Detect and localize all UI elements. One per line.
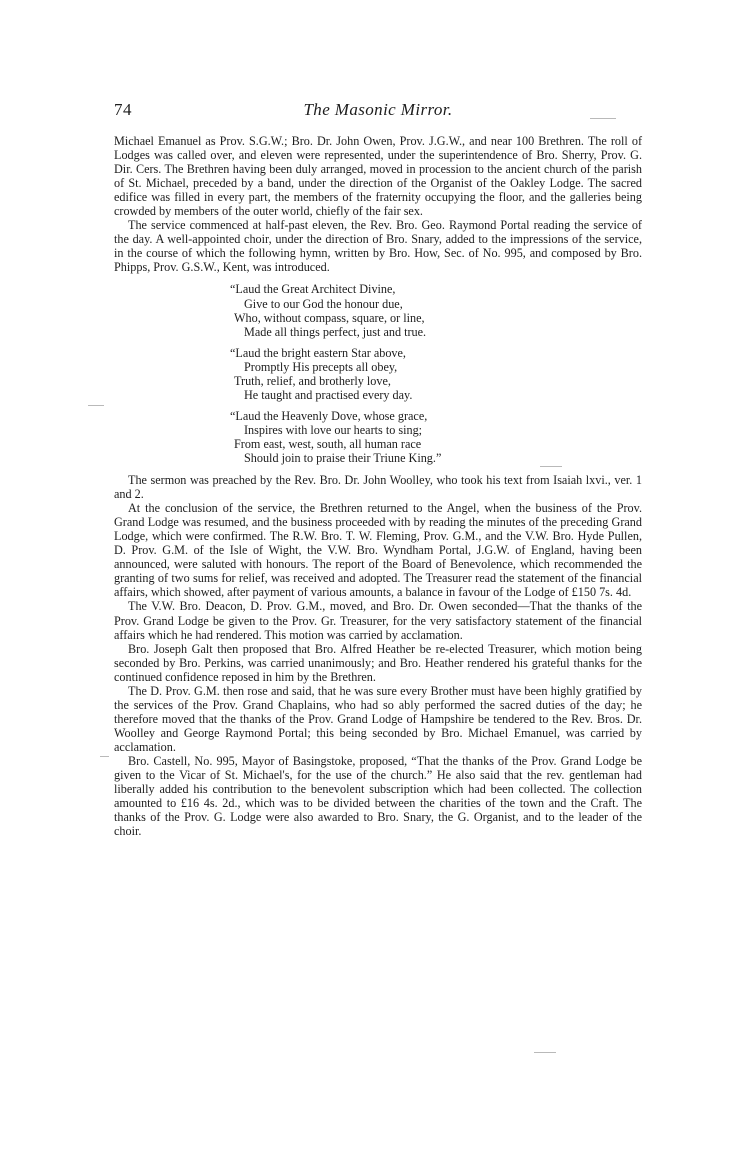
paragraph-sermon: The sermon was preached by the Rev. Bro. Dr. John Woolley, who took his text from Isaiah lxvi., ver. 1 and 2. (114, 473, 642, 502)
paragraph-treasurer-thanks: The V.W. Bro. Deacon, D. Prov. G.M., moved, and Bro. Dr. Owen seconded—That the thanks of the Prov. Grand Lodge be given to the Prov. Gr. Treasurer, for the very satisfactory statement of the financial affairs which he had rendered. This motion was carried by acclamation. (114, 599, 642, 642)
scan-mark (540, 466, 562, 467)
paragraph-chaplains: The D. Prov. G.M. then rose and said, that he was sure every Brother must have been highly gratified by the services of the Prov. Grand Chaplains, who had so ably performed the sacred duties of the day; he therefore moved that the thanks of the Prov. Grand Lodge of Hampshire be tendered to the Rev. Bros. Dr. Woolley and George Raymond Portal; this being seconded by Bro. Michael Emanuel, was carried by acclamation. (114, 683, 642, 754)
hymn-line: Give to our God the honour due, (244, 296, 403, 311)
hymn-line: From east, west, south, all human race (234, 436, 422, 451)
scan-mark (88, 405, 104, 406)
paragraph-business: At the conclusion of the service, the Brethren returned to the Angel, when the business of the Prov. Grand Lodge was resumed, and the business proceeded with by reading the minutes of the preceding Grand Lodge, which were confirmed. The R.W. Bro. T. W. Fleming, Prov. G.M., and the V.W. Bro. Hyde Pullen, D. Prov. G.M. of the Isle of Wight, the V.W. Bro. Wyndham Portal, J.G.W. of England, having been announced, were saluted with honours. The report of the Board of Benevolence, which recommended the granting of two sums for relief, was received and adopted. The Treasurer read the statement of the financial affairs, which showed, after payment of various amounts, a balance in favour of the Lodge of £150 7s. 4d. (114, 501, 642, 600)
hymn-stanza (230, 282, 642, 338)
hymn-line: “Laud the Heavenly Dove, whose grace, (230, 408, 428, 423)
hymn-line: Promptly His precepts all obey, (244, 359, 398, 374)
running-head (114, 100, 642, 124)
journal-title: The Masonic Mirror. (303, 100, 453, 119)
hymn-stanza (230, 346, 642, 402)
hymn-line: Should join to praise their Triune King.” (244, 450, 442, 465)
hymn-line: Made all things perfect, just and true. (244, 324, 427, 339)
hymn-stanza (230, 409, 642, 465)
scan-mark (534, 1052, 556, 1053)
hymn-line: Inspires with love our hearts to sing; (244, 422, 423, 437)
page-number: 74 (114, 100, 132, 119)
hymn-line: Who, without compass, square, or line, (234, 310, 425, 325)
article-body (114, 134, 642, 838)
hymn-line: Truth, relief, and brotherly love, (234, 373, 391, 388)
hymn-line: “Laud the bright eastern Star above, (230, 345, 406, 360)
hymn (230, 282, 642, 465)
paragraph-procession: Michael Emanuel as Prov. S.G.W.; Bro. Dr. John Owen, Prov. J.G.W., and near 100 Brethren. The roll of Lodges was called over, and eleven were represented, under the superintendence of Bro. Sherry, Prov. G. Dir. Cers. The Brethren having been duly arranged, moved in procession to the ancient church of the parish of St. Michael, preceded by a band, under the direction of the Organist of the Oakley Lodge. The sacred edifice was filled in every part, the members of the fraternity occupying the floor, and the galleries being crowded by members of the outer world, chiefly of the fair sex. (114, 134, 642, 219)
paragraph-vicar-thanks: Bro. Castell, No. 995, Mayor of Basingstoke, proposed, “That the thanks of the Prov. Grand Lodge be given to the Vicar of St. Michael's, for the use of the church.” He also said that the rev. gentleman had liberally added his contribution to the benevolent subscription which had been collected. The collection amounted to £16 4s. 2d., which was to be divided between the charities of the town and the Craft. The thanks of the Prov. G. Lodge were also awarded to Bro. Snary, the G. Organist, and to the leader of the choir. (114, 753, 642, 839)
paragraph-re-election: Bro. Joseph Galt then proposed that Bro. Alfred Heather be re-elected Treasurer, which motion being seconded by Bro. Perkins, was carried unanimously; and Bro. Heather rendered his grateful thanks for the continued confidence reposed in him by the Brethren. (114, 641, 642, 684)
hymn-line: He taught and practised every day. (244, 387, 413, 402)
hymn-line: “Laud the Great Architect Divine, (230, 282, 396, 297)
paragraph-service: The service commenced at half-past eleven, the Rev. Bro. Geo. Raymond Portal reading the service of the day. A well-appointed choir, under the direction of Bro. Snary, added to the impressions of the service, in the course of which the following hymn, written by Bro. How, Sec. of No. 995, and composed by Bro. Phipps, Prov. G.S.W., Kent, was introduced. (114, 218, 642, 275)
scan-mark (100, 756, 109, 757)
scan-mark (590, 118, 616, 119)
